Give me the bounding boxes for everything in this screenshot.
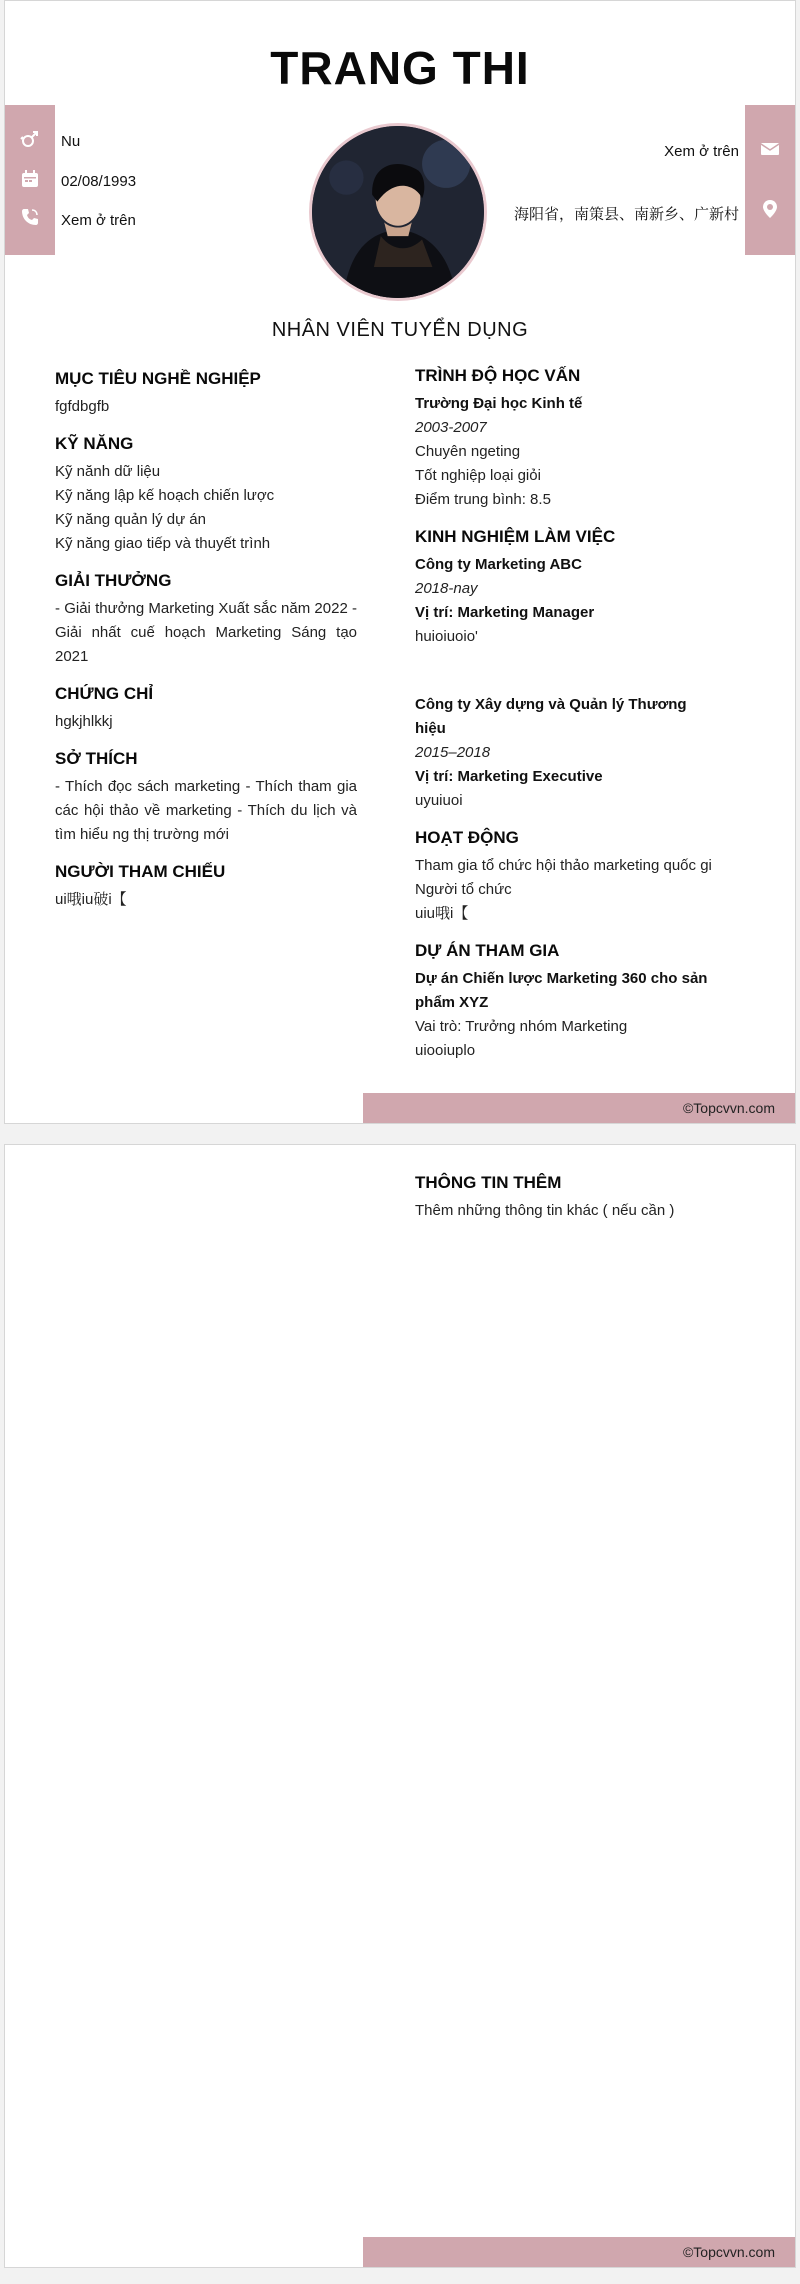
- job-period: 2018-nay: [415, 580, 478, 597]
- job-description: uyuiuoi: [415, 792, 463, 809]
- email-text: Xem ở trên: [664, 143, 739, 160]
- cv-page-2: [4, 1144, 796, 2268]
- experience-section: [415, 527, 717, 813]
- candidate-name: TRANG THI: [270, 42, 530, 94]
- experience-heading: KINH NGHIỆM LÀM VIỆC: [415, 527, 616, 546]
- education-major: Chuyên ngeting: [415, 443, 521, 460]
- certificates-heading: CHỨNG CHỈ: [55, 684, 154, 703]
- references-section: [55, 862, 357, 912]
- address-text: 海阳省，南策县、南新乡、广新村: [513, 206, 739, 223]
- right-column: [415, 1173, 717, 1238]
- activities-role: Người tổ chức: [415, 881, 512, 898]
- dob-text: 02/08/1993: [61, 173, 137, 190]
- phone-icon: [20, 207, 40, 227]
- skill-item: Kỹ năng lập kế hoạch chiến lược: [55, 487, 275, 504]
- education-section: [415, 366, 717, 512]
- awards-section: [55, 571, 357, 669]
- objective-text: fgfdbgfb: [55, 398, 110, 415]
- projects-heading: DỰ ÁN THAM GIA: [415, 941, 560, 960]
- phone-text: Xem ở trên: [61, 212, 136, 229]
- cv-page-1: [4, 0, 796, 1124]
- hobbies-text: - Thích đọc sách marketing - Thích tham gia các hội thảo về marketing - Thích du lịch và tìm hiểu ng thị trường mới: [55, 778, 357, 843]
- skill-item: Kỹ năng quản lý dự án: [55, 511, 206, 528]
- education-gpa: Điểm trung bình: 8.5: [415, 491, 551, 508]
- hobbies-section: [55, 749, 357, 847]
- additional-text: Thêm những thông tin khác ( nếu cần ): [415, 1202, 675, 1219]
- left-icon-bar: [5, 105, 55, 255]
- right-icon-bar: [745, 105, 795, 255]
- hobbies-heading: SỞ THÍCH: [55, 749, 138, 768]
- activities-section: [415, 828, 717, 926]
- job-position: Vị trí: Marketing Executive: [415, 768, 603, 785]
- certificates-section: [55, 684, 357, 734]
- activities-note: uiu哦i【: [415, 905, 469, 922]
- activities-text: Tham gia tổ chức hội thảo marketing quốc gi: [415, 857, 712, 874]
- education-period: 2003-2007: [415, 419, 487, 436]
- job-position: Vị trí: Marketing Manager: [415, 604, 595, 621]
- calendar-icon: [20, 169, 40, 189]
- objective-heading: MỤC TIÊU NGHỀ NGHIỆP: [55, 369, 261, 388]
- gender-icon: [20, 129, 40, 149]
- email-icon: [760, 139, 780, 159]
- project-role: Vai trò: Trưởng nhóm Marketing: [415, 1018, 628, 1035]
- projects-section: [415, 941, 717, 1063]
- job-company: Công ty Xây dựng và Quản lý Thương hiệu: [415, 696, 687, 737]
- job-title: NHÂN VIÊN TUYỂN DỤNG: [271, 319, 529, 341]
- certificates-text: hgkjhlkkj: [55, 713, 113, 730]
- education-grade: Tốt nghiệp loại giỏi: [415, 467, 541, 484]
- page-footer[interactable]: ©Topcvvn.com: [363, 1093, 795, 1123]
- right-column: [415, 366, 717, 1078]
- avatar: [309, 123, 487, 301]
- job-description: huioiuoio': [415, 628, 478, 645]
- page-footer[interactable]: ©Topcvvn.com: [363, 2237, 795, 2267]
- job-company: Công ty Marketing ABC: [415, 556, 582, 573]
- skills-heading: KỸ NĂNG: [55, 434, 134, 453]
- awards-heading: GIẢI THƯỞNG: [55, 571, 172, 590]
- left-column: [55, 369, 357, 927]
- awards-text: - Giải thưởng Marketing Xuất sắc năm 2022 - Giải nhất cuế hoạch Marketing Sáng tạo 2021: [55, 600, 357, 665]
- skill-item: Kỹ năng giao tiếp và thuyết trình: [55, 535, 271, 552]
- references-heading: NGƯỜI THAM CHIẾU: [55, 862, 226, 881]
- school-name: Trường Đại học Kinh tế: [415, 395, 583, 412]
- additional-heading: THÔNG TIN THÊM: [415, 1173, 562, 1192]
- gender-text: Nu: [61, 133, 81, 150]
- education-heading: TRÌNH ĐỘ HỌC VẤN: [415, 366, 581, 385]
- additional-section: [415, 1173, 717, 1223]
- skill-item: Kỹ nănh dữ liệu: [55, 463, 161, 480]
- skills-section: [55, 434, 357, 556]
- job-period: 2015–2018: [415, 744, 491, 761]
- objective-section: [55, 369, 357, 419]
- references-text: ui哦iu破i【: [55, 891, 127, 908]
- project-note: uiooiuplo: [415, 1042, 476, 1059]
- project-name: Dự án Chiến lược Marketing 360 cho sản phẩm XYZ: [415, 970, 708, 1011]
- activities-heading: HOẠT ĐỘNG: [415, 828, 519, 847]
- location-icon: [760, 199, 780, 219]
